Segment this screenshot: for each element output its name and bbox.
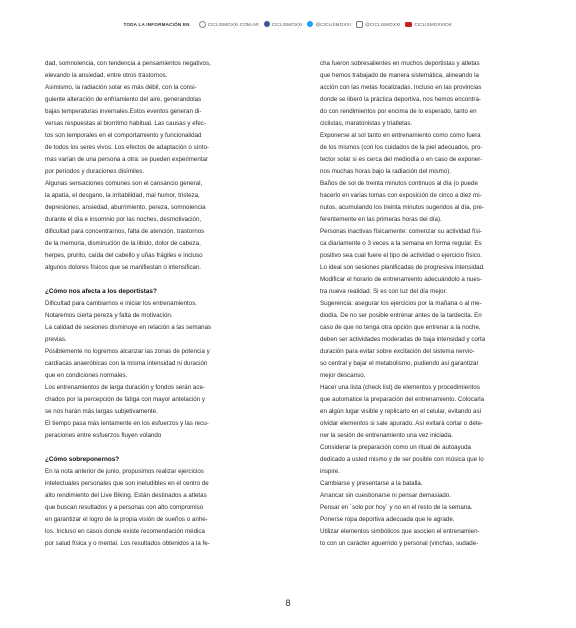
text-line: olvidar elementos si sale apurado. Así evitará cortar o dete- (320, 420, 484, 427)
text-line: Posiblemente no logremos alcanzar las zonas de potencia y (45, 348, 210, 355)
instagram-icon (356, 21, 363, 28)
text-line: por períodos y duraciones disímiles. (45, 168, 145, 175)
twitter-link-label: @CICLISMOXXI (315, 21, 351, 27)
text-line: guiente alteración de enfriamiento del aire, generandolas (45, 96, 202, 103)
text-line: tra nueva realidad. Si es con luz del día mejor. (320, 288, 447, 295)
youtube-icon (405, 22, 412, 27)
text-line: mas varían de una persona a otra: se pueden experimentar (45, 156, 209, 163)
youtube-link[interactable] (405, 22, 452, 27)
text-line: Dificultad para cambiarnos e iniciar los entrenamientos. (45, 300, 198, 307)
text-line: en algún lugar visible y replicarlo en el celular, evitando así (320, 408, 482, 415)
text-line: Pensar en ´solo por hoy´ y no en el resto de la semana. (320, 504, 473, 511)
text-line: Exponerse al sol tanto en entrenamiento como como fuera (320, 132, 481, 139)
section-spacer (45, 274, 273, 286)
text-line: hacerlo en varias tomas con exposición de cinco a diez mi- (320, 192, 482, 199)
text-line: Ponerse ropa deportiva adecuada que le agrade. (320, 516, 455, 523)
text-line: chados por la percepción de fatiga con mayor antelación y (45, 396, 205, 403)
left-intro-text (45, 58, 273, 274)
section-overcome-text (45, 466, 273, 550)
facebook-link-label: CICLISMOXXI (271, 21, 303, 27)
twitter-link[interactable] (307, 21, 350, 27)
text-line: depresiones, ansiedad, aburrimiento, pereza, somnolencia (45, 204, 206, 211)
text-line: El tiempo pasa más lentamente en los esfuerzos y las recu- (45, 420, 209, 427)
text-line: nutos, acumulando los treinta minutos sugeridos al día, pre- (320, 204, 485, 211)
text-line: versas respuestas al biorritmo habitual. Las causas y efec- (45, 120, 206, 127)
text-line: en garantizar el logro de la propia visión de sueños o anhe- (45, 516, 208, 523)
text-line: ca diariamente o 3 veces a la semana en forma regular. Es (320, 240, 482, 247)
text-line: alto rendimiento del Live Biking. Están destinados a atletas (45, 492, 207, 499)
text-line: donde se liberó la práctica deportiva, nos hemos encontra- (320, 96, 481, 103)
text-line: la apatía, el desgano, la irritabilidad, mal humor, tristeza, (45, 192, 200, 199)
text-line: do con rendimientos por encima de lo esperado, tanto en (320, 108, 477, 115)
right-column-text (320, 58, 548, 550)
page-number: 8 (285, 598, 291, 608)
text-line: so central y bajar el metabolismo, pudiendo así garantizar (320, 360, 479, 367)
text-line: que hemos trabajado de manera sistemática, alineando la (320, 72, 479, 79)
text-line: Utilizar elementos simbólicos que asocien el entrenamien- (320, 528, 480, 535)
text-line: Baños de sol de treinta minutos continuos al día (o puede (320, 180, 478, 187)
section-affect-text (45, 298, 273, 442)
twitter-icon (307, 21, 313, 27)
text-line: Asimismo, la radiación solar es más débil, con la consi- (45, 84, 197, 91)
text-line: Sugerencia: asegurar los ejercicios por la mañana o al me- (320, 300, 482, 307)
web-icon (199, 21, 206, 28)
text-line: Arrancar sin cuestionarse ni pensar demasiado. (320, 492, 452, 499)
text-line: Considerar la preparación como un ritual de autoayuda (320, 444, 471, 451)
text-line: dedicado a usted mismo y de ser posible con música que lo (320, 456, 484, 463)
text-line: duración para evitar sobre excitación del sistema nervio- (320, 348, 475, 355)
section-heading-overcome: ¿Cómo sobreponernos? (45, 456, 120, 463)
text-line: que automatice la preparación del entrenamiento. Colocarla (320, 396, 485, 403)
text-line: nos muchas horas bajo la radiación del mismo). (320, 168, 452, 175)
text-line: que en condiciones normales. (45, 372, 128, 379)
text-line: cha fueron sobresalientes en muchos deportistas y atletas (320, 60, 480, 67)
instagram-link[interactable] (356, 21, 400, 28)
text-line: herpes, prurito, caída del cabello y uñas frágiles e incluso (45, 252, 203, 259)
text-line: de todos los seres vivos. Los efectos de adaptación o sínto- (45, 144, 210, 151)
text-line: Hacer una lista (check list) de elementos y procedimientos (320, 384, 480, 391)
header-bar (0, 18, 576, 30)
section-heading-affect: ¿Cómo nos afecta a los deportistas? (45, 288, 157, 295)
text-line: Los entrenamientos de larga duración y fondos serán ace- (45, 384, 205, 391)
text-line: bajas temperaturas invernales.Estos eventos generan di- (45, 108, 202, 115)
text-line: peraciones entre esfuerzos fluyen volando (45, 432, 162, 439)
text-line: ciclistas, maratonistas y triatletas. (320, 120, 413, 127)
text-line: intelectuales personales que son ineludibles en el centro de (45, 480, 209, 487)
text-line: cardíacas anaeróbicas con la misma intensidad ni duración (45, 360, 208, 367)
right-column (320, 58, 548, 550)
facebook-icon (264, 21, 270, 27)
text-line: Modificar el horario de entrenamiento adecuándolo a nues- (320, 276, 483, 283)
text-line: mejor descanso. (320, 372, 366, 379)
text-line: durante el día e insomnio por las noches, desmotivación, (45, 216, 202, 223)
left-column (45, 58, 273, 550)
text-line: acción con las metas focalizadas. Incluso en las provincias (320, 84, 482, 91)
text-line: inspire. (320, 468, 340, 475)
text-line: Cambiarse y presentarse a la batalla. (320, 480, 423, 487)
text-line: Notaremos cierta pereza y falta de motivación. (45, 312, 173, 319)
text-line: dificultad para concentrarnos, falta de atención, trastornos (45, 228, 205, 235)
text-line: tector solar si es cerca del mediodía o en caso de exponer- (320, 156, 483, 163)
youtube-link-label: CICLISMOXXIOK (414, 21, 452, 27)
text-line: tos son temporales en el comportamiento y funcionalidad (45, 132, 202, 139)
website-link[interactable] (199, 21, 259, 28)
header-lead: TODA LA INFORMACIÓN EN (123, 21, 190, 27)
instagram-link-label: @CICLISMOXXI (364, 21, 401, 27)
text-line: ner la sesión de entrenamiento una vez iniciada. (320, 432, 453, 439)
text-line: Personas inactivas físicamente: comenzar su actividad físi- (320, 228, 482, 235)
text-line: por salud física y o mental. Los resultados obtenidos a la fe- (45, 540, 210, 547)
text-line: se nos harán más largas subjetivamente. (45, 408, 158, 415)
text-line: previas. (45, 336, 67, 343)
text-line: positivo sea cual fuere el tipo de actividad o ejercicio físico. (320, 252, 482, 259)
text-line: Algunas sensaciones comunes son el cansancio general, (45, 180, 203, 187)
text-line: algunos dolores físicos que se manifiestan o intensifican. (45, 264, 202, 271)
text-line: que buscan resultados y a personas con alto compromiso (45, 504, 204, 511)
text-line: En la nota anterior de junio, propusimos realizar ejercicios (45, 468, 204, 475)
text-line: elevando la ansiedad, entre otros trastornos. (45, 72, 168, 79)
text-line: ferentemente en las primeras horas del día). (320, 216, 442, 223)
section-spacer (45, 442, 273, 454)
text-line: Lo ideal son sesiones planificadas de progresiva intensidad. (320, 264, 485, 271)
website-link-label: CICLISMOXXI.COM.AR (207, 21, 259, 27)
text-line: deben ser actividades moderadas de baja intensidad y corta (320, 336, 486, 343)
text-line: La calidad de sesiones disminuye en relación a las semanas (45, 324, 212, 331)
text-line: de los mismos (con los cuidados de la piel adecuados, pro- (320, 144, 483, 151)
text-line: de la memoria, disminución de la libido, dolor de cabeza, (45, 240, 201, 247)
facebook-link[interactable] (264, 21, 303, 27)
text-line: los. Incluso en casos donde existe recomendación médica (45, 528, 205, 535)
text-line: diodía. De no ser posible entrenar antes de la tardecita. En (320, 312, 482, 319)
text-line: caso de que no tenga otra opción que entrenar a la noche, (320, 324, 481, 331)
text-line: to con un carácter aguerrido y personal (vinchas, sudade- (320, 540, 479, 547)
text-line: dad, somnolencia, con tendencia a pensamientos negativos, (45, 60, 211, 67)
